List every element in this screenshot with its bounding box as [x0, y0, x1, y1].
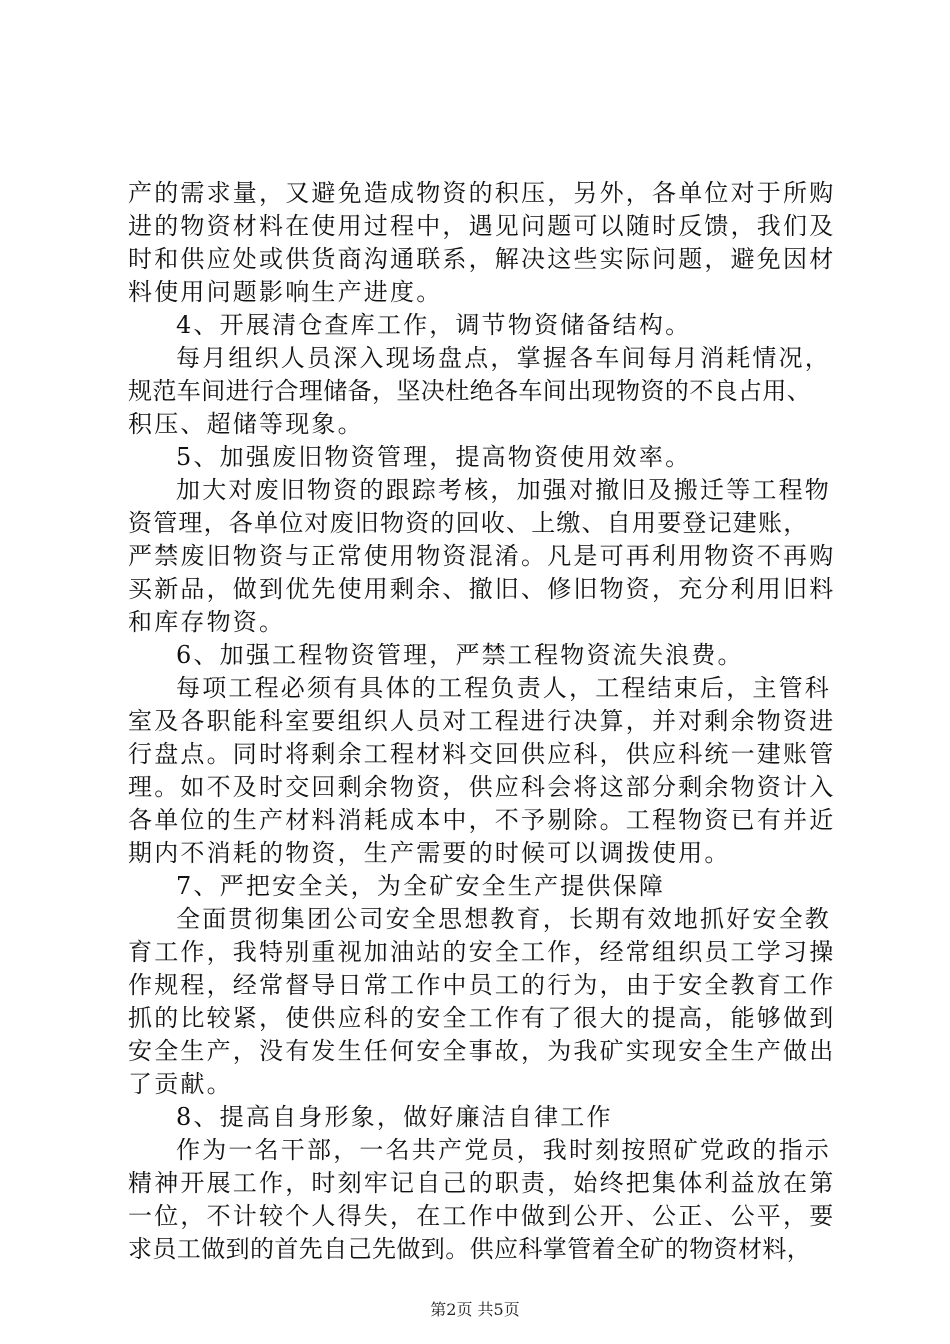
text-line: 精神开展工作，时刻牢记自己的职责，始终把集体利益放在第 [128, 1169, 836, 1197]
text-line: 每月组织人员深入现场盘点，掌握各车间每月消耗情况， [176, 344, 831, 372]
text-line: 买新品，做到优先使用剩余、撤旧、修旧物资，充分利用旧料 [128, 575, 836, 603]
text-line: 抓的比较紧，使供应科的安全工作有了很大的提高，能够做到 [128, 1004, 836, 1032]
text-line: 室及各职能科室要组织人员对工程进行决算，并对剩余物资进 [128, 707, 836, 735]
text-line: 了贡献。 [128, 1070, 233, 1098]
text-line: 行盘点。同时将剩余工程材料交回供应科，供应科统一建账管 [128, 740, 836, 768]
text-line: 严禁废旧物资与正常使用物资混淆。凡是可再利用物资不再购 [128, 542, 836, 570]
text-line: 加大对废旧物资的跟踪考核，加强对撤旧及搬迁等工程物 [176, 476, 831, 504]
text-line: 产的需求量，又避免造成物资的积压，另外，各单位对于所购 [128, 179, 836, 207]
page-footer: 第2页 共5页 [430, 1300, 520, 1319]
text-line: 进的物资材料在使用过程中，遇见问题可以随时反馈，我们及 [128, 212, 836, 240]
section-heading: 6、加强工程物资管理，严禁工程物资流失浪费。 [176, 641, 744, 669]
section-heading: 8、提高自身形象，做好廉洁自律工作 [176, 1103, 613, 1131]
text-line: 期内不消耗的物资，生产需要的时候可以调拨使用。 [128, 839, 731, 867]
text-line: 资管理，各单位对废旧物资的回收、上缴、自用要登记建账， [128, 509, 809, 537]
text-line: 规范车间进行合理储备，坚决杜绝各车间出现物资的不良占用、 [128, 377, 812, 405]
text-line: 安全生产，没有发生任何安全事故，为我矿实现安全生产做出 [128, 1037, 836, 1065]
text-line: 各单位的生产材料消耗成本中，不予剔除。工程物资已有并近 [128, 806, 836, 834]
text-line: 理。如不及时交回剩余物资，供应科会将这部分剩余物资计入 [128, 773, 836, 801]
text-line: 全面贯彻集团公司安全思想教育，长期有效地抓好安全教 [176, 905, 831, 933]
text-line: 料使用问题影响生产进度。 [128, 278, 443, 306]
text-line: 积压、超储等现象。 [128, 410, 364, 438]
text-line: 求员工做到的首先自己先做到。供应科掌管着全矿的物资材料， [128, 1235, 812, 1263]
section-heading: 7、严把安全关，为全矿安全生产提供保障 [176, 872, 666, 900]
section-heading: 5、加强废旧物资管理，提高物资使用效率。 [176, 443, 692, 471]
text-line: 作为一名干部，一名共产党员，我时刻按照矿党政的指示 [176, 1136, 831, 1164]
section-heading: 4、开展清仓查库工作，调节物资储备结构。 [176, 311, 692, 339]
text-line: 一位，不计较个人得失，在工作中做到公开、公正、公平，要 [128, 1202, 836, 1230]
text-line: 和库存物资。 [128, 608, 286, 636]
text-line: 育工作，我特别重视加油站的安全工作，经常组织员工学习操 [128, 938, 836, 966]
text-line: 作规程，经常督导日常工作中员工的行为，由于安全教育工作 [128, 971, 836, 999]
text-line: 时和供应处或供货商沟通联系，解决这些实际问题，避免因材 [128, 245, 836, 273]
text-line: 每项工程必须有具体的工程负责人，工程结束后，主管科 [176, 674, 831, 702]
